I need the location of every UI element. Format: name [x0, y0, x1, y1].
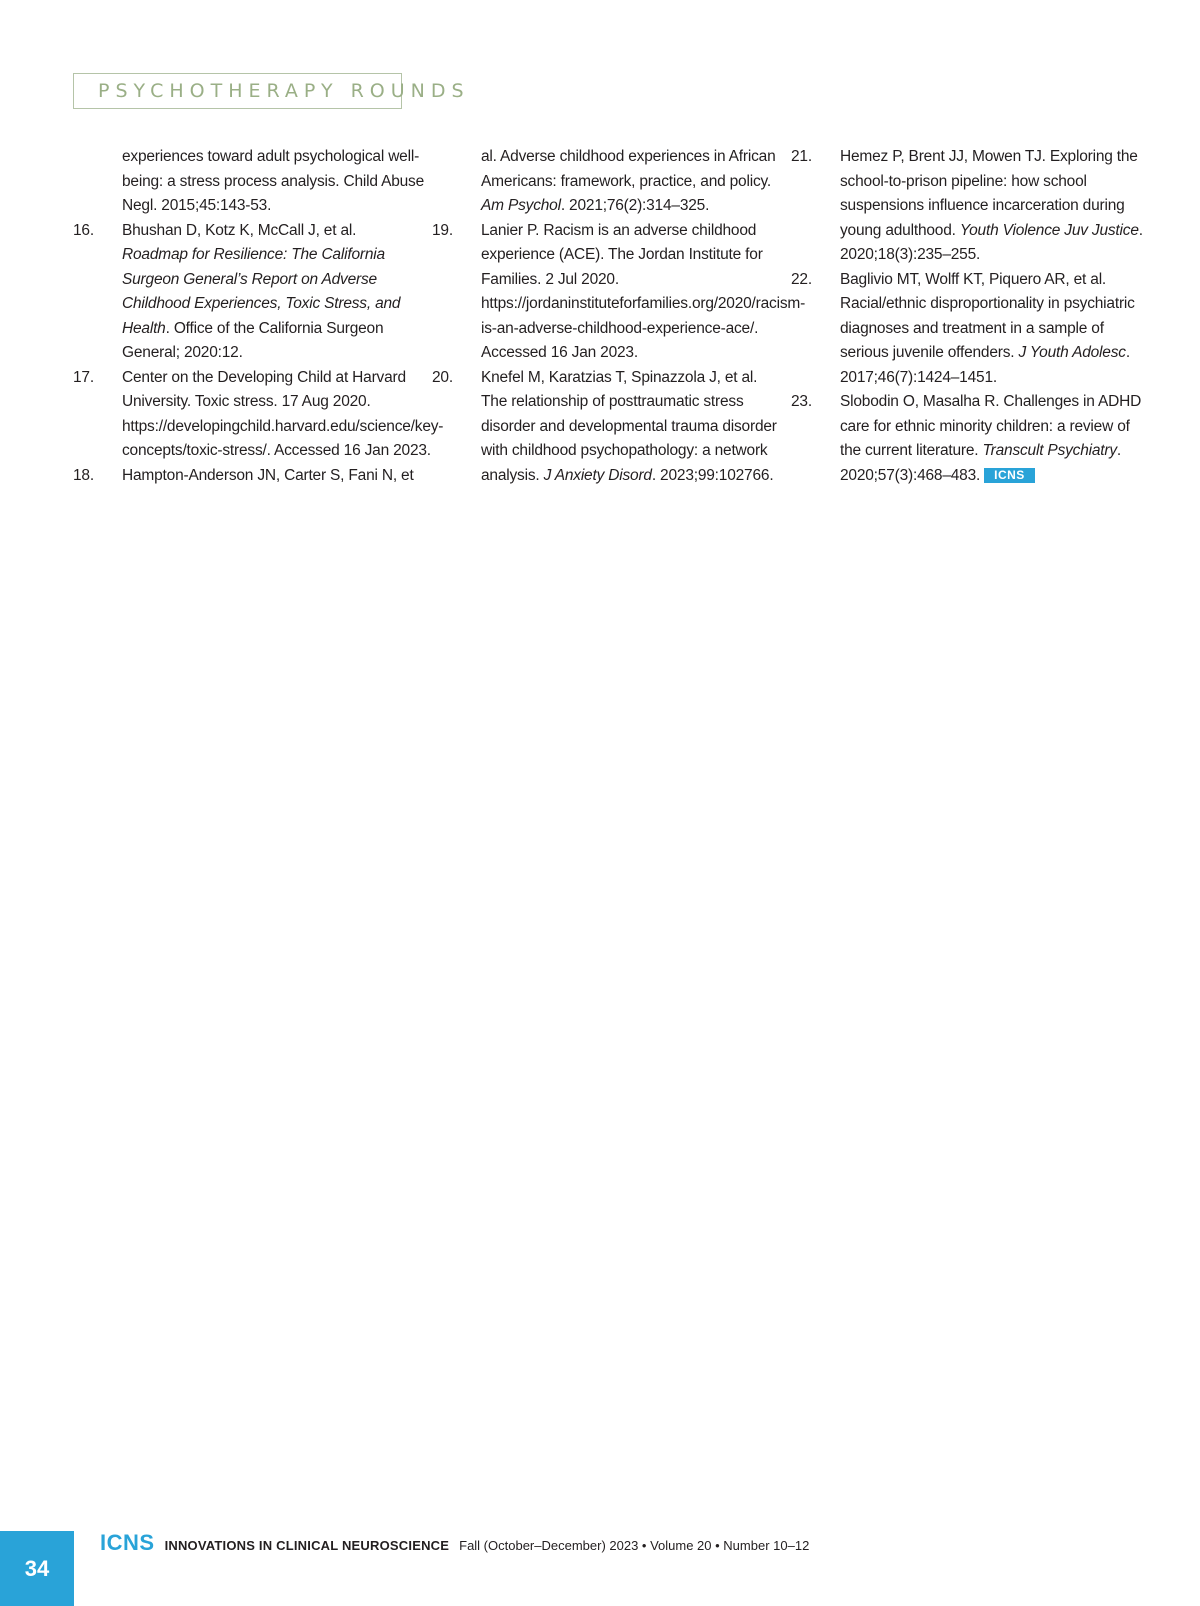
reference-column-3 [791, 145, 1143, 488]
reference-item [73, 219, 425, 366]
reference-text: Hemez P, Brent JJ, Mowen TJ. Exploring the school-to-prison pipeline: how school suspensions influence incarceration during young adulthood. Youth Violence Juv Justice. 2020;18(3):235–255. [840, 148, 1143, 263]
reference-number: 23. [791, 393, 812, 410]
reference-number: 20. [432, 368, 453, 386]
section-header [73, 73, 470, 109]
page-number: 34 [0, 1531, 74, 1606]
reference-text: Center on the Developing Child at Harvard University. Toxic stress. 17 Aug 2020. https://developingchild.harvard.edu/science/key-concepts/toxic-stress/. Accessed 16 Jan 2023. [122, 368, 444, 459]
journal-logo: ICNS [100, 1530, 155, 1555]
reference-item [73, 366, 444, 464]
issue-info: Fall (October–December) 2023 • Volume 20 • Number 10–12 [459, 1538, 810, 1553]
footer [100, 1530, 809, 1556]
icns-end-badge: ICNS [984, 468, 1035, 483]
reference-text: Hampton-Anderson JN, Carter S, Fani N, et [122, 466, 414, 484]
reference-number: 18. [73, 466, 94, 484]
reference-text: Baglivio MT, Wolff KT, Piquero AR, et al. Racial/ethnic disproportionality in psychiatric diagnoses and treatment in a sample of serious juvenile offenders. J Youth Adolesc. 2017;46(7):1424–1451. [840, 270, 1135, 386]
reference-number: 17. [73, 368, 94, 386]
reference-text: Slobodin O, Masalha R. Challenges in ADHD care for ethnic minority children: a review of the current literature. Transcult Psychiatry. 2020;57(3):468–483. ICNS [840, 393, 1142, 484]
reference-item [432, 366, 784, 489]
reference-text: Knefel M, Karatzias T, Spinazzola J, et al. The relationship of posttraumatic stress disorder and developmental trauma disorder with childhood psychopathology: a network analysis. J Anxiety Disord. 2023;99:102766. [481, 368, 777, 484]
reference-number: 16. [73, 221, 94, 239]
reference-item [791, 145, 1143, 268]
journal-name: INNOVATIONS IN CLINICAL NEUROSCIENCE [164, 1538, 450, 1553]
reference-text: Bhushan D, Kotz K, McCall J, et al. Roadmap for Resilience: The California Surgeon General’s Report on Adverse Childhood Experiences, Toxic Stress, and Health. Office of the California Surgeon General; 2020:12. [122, 221, 401, 361]
reference-item [73, 464, 425, 489]
reference-number: 21. [791, 148, 812, 165]
reference-item [791, 390, 1143, 488]
reference-continuation: al. Adverse childhood experiences in African Americans: framework, practice, and policy. Am Psychol. 2021;76(2):314–325. [481, 148, 776, 214]
reference-continuation: experiences toward adult psychological well-being: a stress process analysis. Child Abuse Negl. 2015;45:143-53. [122, 148, 425, 214]
reference-number: 22. [791, 270, 812, 288]
reference-number: 19. [432, 221, 453, 239]
reference-text: Lanier P. Racism is an adverse childhood experience (ACE). The Jordan Institute for Families. 2 Jul 2020. https://jordaninstituteforfamilies.org/2020/racism-is-an-adverse-childhood-experience-ace/. Accessed 16 Jan 2023. [481, 221, 806, 361]
reference-item [791, 268, 1143, 391]
section-title: PSYCHOTHERAPY ROUNDS [98, 80, 470, 102]
